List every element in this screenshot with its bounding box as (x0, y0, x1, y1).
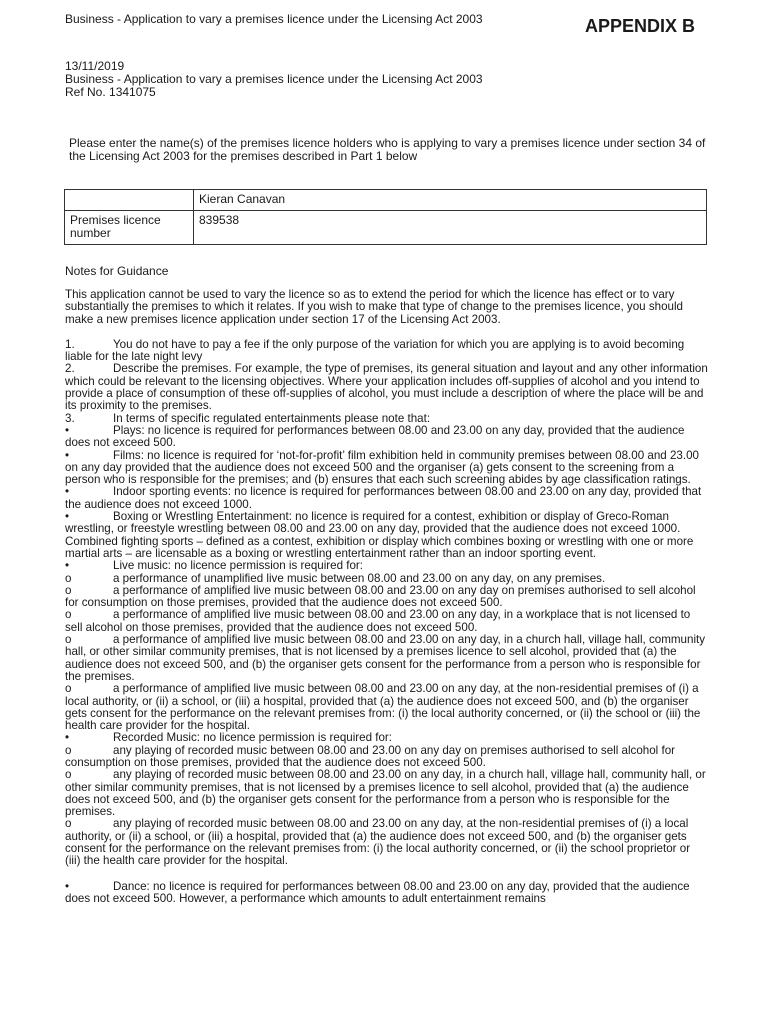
note-item: • Indoor sporting events: no licence is required for performances between 08.00 and 23.00 on any day, provided that the audience does not exceed 1000. (65, 485, 702, 511)
note-item: 2. Describe the premises. For example, the type of premises, its general situation and layout and any other information which could be relevant to the licensing objectives. Where your application includes off-supplies of alcohol and you intend to provide a place of consumption of these off-supplies of alcohol, you must include a description of where the place will be and its proximity to the premises. (65, 362, 708, 413)
bullet-marker: • (65, 879, 70, 893)
note-item: o a performance of amplified live music between 08.00 and 23.00 on any day, in a workplace that is not licensed to sell alcohol on those premises, provided that the audience does not exceed 500. (65, 608, 691, 634)
table-cell-label (65, 190, 194, 211)
appendix-label: APPENDIX B (585, 16, 696, 36)
notes-heading: Notes for Guidance (65, 264, 169, 278)
table-row (65, 211, 707, 245)
premises-licence-number-value: 839538 (194, 211, 707, 245)
sub-marker: o (65, 571, 72, 585)
note-marker: 3. (65, 411, 75, 425)
notes-body (65, 289, 708, 905)
sub-marker: o (65, 768, 72, 782)
note-item: • Plays: no licence is required for performances between 08.00 and 23.00 on any day, provided that the audience does not exceed 500. (65, 423, 685, 450)
note-item: o any playing of recorded music between 08.00 and 23.00 on any day on premises authorised to sell alcohol for consumption on those premises, provided that the audience does not exceed 500. (65, 743, 676, 769)
note-marker: 1. (65, 337, 75, 351)
bullet-marker: • (65, 731, 70, 745)
bullet-marker: • (65, 559, 70, 573)
note-item: • Boxing or Wrestling Entertainment: no licence is required for a contest, exhibition or display of Greco-Roman wrestling, or freestyle wrestling between 08.00 and 23.00 on any day, provided that the audience does not exceed 1000. Combined fighting sports – defined as a contest, exhibition or display which combines boxing or wrestling with one or more martial arts – are licensable as a boxing or wrestling entertainment rather than an indoor sporting event. (65, 510, 694, 560)
note-item: o any playing of recorded music between 08.00 and 23.00 on any day, in a church hall, village hall, community hall, or other similar community premises, that is not licensed by a premises licence to sell alcohol, provided that (a) the audience does not exceed 500, and (b) the organiser gets consent for the performance from a person who is responsible for the premises. (65, 768, 706, 819)
table-row (65, 190, 707, 211)
sub-marker: o (65, 682, 72, 696)
note-item: 3. In terms of specific regulated entertainments please note that: (65, 411, 431, 425)
sub-marker: o (65, 608, 72, 622)
date: 13/11/2019 (65, 59, 125, 73)
intro-paragraph: Please enter the name(s) of the premises licence holders who is applying to vary a premises licence under section 34 of the Licensing Act 2003 for the premises described in Part 1 below (69, 136, 706, 163)
meta-title: Business - Application to vary a premises licence under the Licensing Act 2003 (65, 72, 483, 86)
sub-marker: o (65, 817, 72, 831)
premises-licence-number-label: Premises licence number (65, 211, 194, 245)
note-item: • Dance: no licence is required for performances between 08.00 and 23.00 on any day, provided that the audience does not exceed 500. However, a performance which amounts to adult entertainment remains (65, 879, 690, 905)
sub-marker: o (65, 743, 72, 757)
document-meta (65, 60, 483, 99)
bullet-marker: • (65, 448, 70, 462)
note-marker: 2. (65, 362, 75, 376)
note-item: • Recorded Music: no licence permission is required for: (65, 731, 393, 745)
note-item: o a performance of unamplified live music between 08.00 and 23.00 on any day, on any premises. (65, 571, 606, 585)
note-item: o any playing of recorded music between 08.00 and 23.00 on any day, at the non-residential premises of (i) a local authority, or (ii) a school, or (iii) a hospital, provided that (a) the audience does not exceed 500, and (b) the organiser gets consent for the performance on the relevant premises from: (i) the local authority concerned, or (ii) the school proprietor or (iii) the health care provider for the hospital. (65, 817, 691, 868)
note-item: o a performance of amplified live music between 08.00 and 23.00 on any day on premises authorised to sell alcohol for consumption on those premises, provided that the audience does not exceed 500. (65, 583, 696, 610)
bullet-marker: • (65, 510, 70, 524)
sub-marker: o (65, 633, 72, 647)
licence-holders-table (64, 189, 707, 245)
note-item: • Live music: no licence permission is required for: (65, 559, 364, 573)
sub-marker: o (65, 583, 72, 597)
note-paragraph: This application cannot be used to vary the licence so as to extend the period for which the licence has effect or to vary substantially the premises to which it relates. If you wish to make that type of change to the premises licence, you should make a new premises licence application under section 17 of the Licensing Act 2003. (65, 288, 684, 326)
bullet-marker: • (65, 485, 70, 499)
document-header-title: Business - Application to vary a premises licence under the Licensing Act 2003 (65, 12, 483, 26)
note-item: 1. You do not have to pay a fee if the only purpose of the variation for which you are applying is to avoid becoming liable for the late night levy (65, 337, 685, 364)
bullet-marker: • (65, 423, 70, 437)
reference-number: Ref No. 1341075 (65, 85, 156, 99)
note-item: o a performance of amplified live music between 08.00 and 23.00 on any day, in a church hall, village hall, community hall, or other similar community premises, that is not licensed by a premises licence to sell alcohol, provided that (a) the audience does not exceed 500, and (b) the organiser gets consent for the performance from a person who is responsible for the premises. (65, 633, 706, 683)
licence-holder-name: Kieran Canavan (194, 190, 707, 211)
note-item: o a performance of amplified live music between 08.00 and 23.00 on any day, at the non-residential premises of (i) a local authority, or (ii) a school, or (iii) a hospital, provided that (a) the audience does not exceed 500, and (b) the organiser gets consent for the performance on the relevant premises from: (i) the local authority concerned, or (ii) the school or (iii) the health care provider for the hospital. (65, 682, 701, 733)
note-item: • Films: no licence is required for ‘not-for-profit’ film exhibition held in community premises between 08.00 and 23.00 on any day provided that the audience does not exceed 500 and the organiser (a) gets consent to the screening from a person who is responsible for the premises; and (b) ensures that each such screening abides by age classification ratings. (65, 448, 699, 487)
